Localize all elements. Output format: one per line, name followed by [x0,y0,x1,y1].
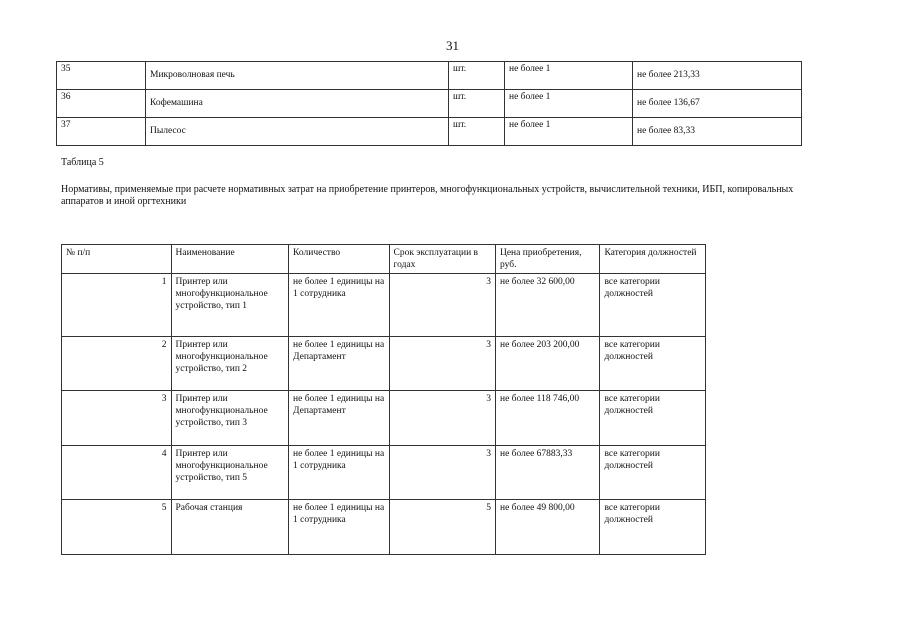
item-name: Принтер или многофункциональное устройство, тип 1 [171,274,289,337]
header-price: Цена приобретения, руб. [495,245,599,274]
item-name: Принтер или многофункциональное устройство, тип 3 [171,391,289,446]
item-service-life: 3 [389,446,495,500]
item-name: Микроволновая печь [146,62,449,90]
item-price: не более 83,33 [633,118,802,146]
table-row [62,391,706,446]
item-name: Принтер или многофункциональное устройство, тип 5 [171,446,289,500]
item-unit: шт. [449,62,505,90]
item-unit: шт. [449,118,505,146]
header-service-life: Срок эксплуатации в годах [389,245,495,274]
item-quantity: не более 1 единицы на Департамент [289,391,389,446]
item-price: не более 49 800,00 [495,500,599,555]
item-price: не более 213,33 [633,62,802,90]
item-name: Кофемашина [146,90,449,118]
table-row [62,500,706,555]
item-service-life: 5 [389,500,495,555]
row-number: 2 [62,337,172,391]
row-number: 5 [62,500,172,555]
row-number: 36 [57,90,146,118]
item-category: все категории должностей [600,337,706,391]
table-heading: Нормативы, применяемые при расчете нормативных затрат на приобретение принтеров, многофункциональных устройств, вычислительной техники, ИБП, копировальных аппаратов и иной оргтехники [61,184,794,207]
item-name: Принтер или многофункциональное устройство, тип 2 [171,337,289,391]
norms-table [61,244,706,555]
table-row [57,118,802,146]
table-row [57,90,802,118]
item-category: все категории должностей [600,274,706,337]
item-service-life: 3 [389,391,495,446]
item-category: все категории должностей [600,446,706,500]
header-name: Наименование [171,245,289,274]
table-row [62,337,706,391]
item-name: Пылесос [146,118,449,146]
header-quantity: Количество [289,245,389,274]
item-price: не более 203 200,00 [495,337,599,391]
item-quantity: не более 1 [505,118,633,146]
table-header-row [62,245,706,274]
item-price: не более 67883,33 [495,446,599,500]
item-price: не более 32 600,00 [495,274,599,337]
item-price: не более 136,67 [633,90,802,118]
item-price: не более 118 746,00 [495,391,599,446]
table-row [57,62,802,90]
item-category: все категории должностей [600,391,706,446]
header-category: Категория должностей [600,245,706,274]
item-service-life: 3 [389,274,495,337]
row-number: 3 [62,391,172,446]
row-number: 4 [62,446,172,500]
item-quantity: не более 1 единицы на 1 сотрудника [289,446,389,500]
row-number: 37 [57,118,146,146]
item-quantity: не более 1 единицы на Департамент [289,337,389,391]
item-service-life: 3 [389,337,495,391]
item-quantity: не более 1 [505,62,633,90]
item-quantity: не более 1 [505,90,633,118]
item-quantity: не более 1 единицы на 1 сотрудника [289,500,389,555]
header-num: № п/п [62,245,172,274]
item-quantity: не более 1 единицы на 1 сотрудника [289,274,389,337]
item-unit: шт. [449,90,505,118]
table-row [62,274,706,337]
row-number: 35 [57,62,146,90]
continuation-table [56,61,802,146]
row-number: 1 [62,274,172,337]
item-name: Рабочая станция [171,500,289,555]
page-number: 31 [446,38,459,53]
table-caption: Таблица 5 [61,157,104,168]
table-row [62,446,706,500]
item-category: все категории должностей [600,500,706,555]
